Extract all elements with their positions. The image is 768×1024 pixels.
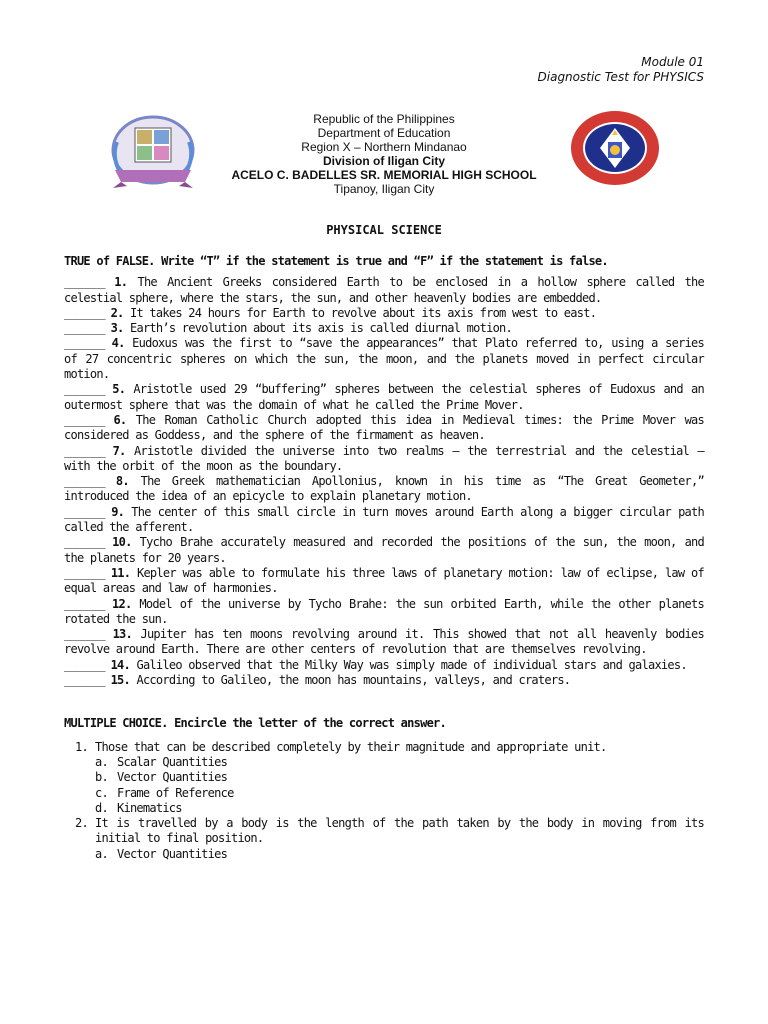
item-statement: The center of this small circle in turn moves around Earth along a bigger circular path called the afferent.: [64, 504, 704, 535]
question-text: It is travelled by a body is the length of the path taken by the body in moving from its initial to final position.: [95, 816, 704, 846]
item-number: 4.: [111, 336, 125, 351]
item-statement: Kepler was able to formulate his three laws of planetary motion: law of eclipse, law of equal areas and law of harmonies.: [64, 565, 704, 596]
item-number: 2.: [110, 305, 124, 320]
answer-blank[interactable]: _______: [64, 412, 105, 427]
item-statement: Aristotle used 29 “buffering” spheres between the celestial spheres of Eudoxus and an outermost sphere that was the domain of what he called the Prime Mover.: [64, 382, 704, 412]
question-body: [95, 740, 704, 816]
question-body: [95, 816, 704, 862]
answer-blank[interactable]: _______: [64, 565, 105, 580]
true-false-heading: TRUE of FALSE. Write “T” if the statement is true and “F” if the statement is false.: [64, 254, 608, 268]
option-letter: b.: [95, 770, 108, 785]
item-statement: Eudoxus was the first to “save the appearances” that Plato referred to, using a series of 27 concentric spheres on which the sun, the moon, and the planets moved in perfect circular motion.: [64, 336, 704, 382]
question-number: 2.: [75, 816, 88, 831]
module-number: Module 01: [641, 55, 704, 69]
tf-item: [64, 413, 704, 444]
option-letter: a.: [95, 846, 108, 861]
answer-blank[interactable]: _______: [64, 535, 105, 550]
option-text: Frame of Reference: [117, 785, 234, 800]
header-address: Tipanoy, Iligan City: [333, 182, 435, 196]
answer-option[interactable]: [95, 786, 704, 801]
answer-blank[interactable]: _______: [64, 657, 105, 672]
item-statement: Aristotle divided the universe into two realms – the terrestrial and the celestial – with the orbit of the moon as the boundary.: [64, 443, 704, 473]
answer-blank[interactable]: _______: [64, 382, 105, 397]
item-number: 7.: [112, 443, 126, 458]
header-school-name: ACELO C. BADELLES SR. MEMORIAL HIGH SCHOOL: [231, 168, 537, 182]
item-number: 1.: [114, 275, 128, 290]
answer-blank[interactable]: _______: [64, 321, 105, 336]
test-content: [64, 254, 704, 862]
header-republic: Republic of the Philippines: [313, 112, 455, 126]
item-number: 11.: [110, 565, 131, 580]
item-number: 13.: [112, 627, 132, 642]
option-letter: c.: [95, 785, 108, 800]
item-statement: According to Galileo, the moon has mountains, valleys, and craters.: [136, 673, 571, 688]
header-division: Division of Iligan City: [322, 154, 445, 168]
answer-option[interactable]: [95, 770, 704, 785]
item-statement: Tycho Brahe accurately measured and recorded the positions of the sun, the moon, and the planets for 20 years.: [64, 535, 704, 565]
answer-option[interactable]: [95, 801, 704, 816]
option-text: Scalar Quantities: [117, 754, 228, 769]
answer-blank[interactable]: _______: [64, 673, 105, 688]
item-statement: The Roman Catholic Church adopted this idea in Medieval times: the Prime Mover was considered as Goddess, and the sphere of the firmament as heaven.: [64, 412, 705, 443]
header-region: Region X – Northern Mindanao: [301, 140, 467, 154]
answer-blank[interactable]: _______: [64, 305, 105, 320]
option-text: Kinematics: [117, 800, 182, 815]
tf-item: [64, 382, 704, 413]
answer-blank[interactable]: _______: [64, 627, 105, 642]
multiple-choice-heading: MULTIPLE CHOICE. Encircle the letter of the correct answer.: [64, 716, 447, 731]
tf-item: [64, 321, 704, 336]
answer-blank[interactable]: _______: [64, 275, 105, 290]
tf-item: [64, 658, 704, 673]
item-number: 3.: [110, 321, 124, 336]
tf-item: [64, 306, 704, 321]
answer-option[interactable]: [95, 755, 704, 770]
option-text: Vector Quantities: [117, 770, 228, 785]
item-number: 14.: [110, 657, 130, 672]
page-title: PHYSICAL SCIENCE: [326, 223, 442, 237]
true-false-items: [64, 275, 704, 688]
item-number: 6.: [113, 412, 127, 427]
mc-question: [64, 740, 704, 816]
item-number: 5.: [112, 382, 126, 397]
item-number: 10.: [112, 535, 132, 550]
tf-item: [64, 566, 704, 597]
tf-item: [64, 505, 704, 536]
tf-item: [64, 275, 704, 306]
answer-blank[interactable]: _______: [64, 336, 105, 351]
header-department: Department of Education: [317, 126, 451, 140]
item-statement: Galileo observed that the Milky Way was simply made of individual stars and galaxies.: [136, 657, 687, 672]
module-label: [538, 55, 704, 85]
item-statement: It takes 24 hours for Earth to revolve about its axis from west to east.: [130, 305, 597, 320]
option-letter: d.: [95, 800, 108, 815]
tf-item: [64, 474, 704, 505]
item-statement: Jupiter has ten moons revolving around it. This showed that not all heavenly bodies revolve around Earth. There are other centers of revolution that are themselves revolving.: [64, 627, 704, 657]
item-statement: Earth’s revolution about its axis is called diurnal motion.: [130, 321, 513, 336]
multiple-choice-list: [64, 740, 704, 862]
question-number: 1.: [75, 739, 88, 754]
item-statement: The Ancient Greeks considered Earth to be enclosed in a hollow sphere called the celestial sphere, where the stars, the sun, and other heavenly bodies are embedded.: [64, 275, 704, 305]
mc-question: [64, 816, 704, 862]
question-text: Those that can be described completely by their magnitude and appropriate unit.: [95, 739, 607, 754]
tf-item: [64, 627, 704, 658]
school-header: [160, 112, 608, 196]
item-number: 12.: [112, 596, 132, 611]
answer-blank[interactable]: _______: [64, 504, 105, 519]
tf-item: [64, 336, 704, 382]
tf-item: [64, 673, 704, 688]
option-text: Vector Quantities: [117, 846, 228, 861]
tf-item: [64, 597, 704, 628]
tf-item: [64, 444, 704, 475]
answer-blank[interactable]: _______: [64, 443, 105, 458]
item-statement: The Greek mathematician Apollonius, known in his time as “The Great Geometer,” introduced the idea of an epicycle to explain planetary motion.: [64, 474, 704, 504]
item-number: 15.: [110, 673, 130, 688]
option-letter: a.: [95, 754, 108, 769]
item-number: 8.: [115, 474, 129, 489]
tf-item: [64, 535, 704, 566]
answer-blank[interactable]: _______: [64, 474, 105, 489]
module-subtitle: Diagnostic Test for PHYSICS: [537, 70, 704, 84]
item-number: 9.: [111, 504, 125, 519]
item-statement: Model of the universe by Tycho Brahe: the sun orbited Earth, while the other planets rotated the sun.: [64, 596, 704, 626]
answer-option[interactable]: [95, 847, 704, 862]
answer-blank[interactable]: _______: [64, 596, 105, 611]
